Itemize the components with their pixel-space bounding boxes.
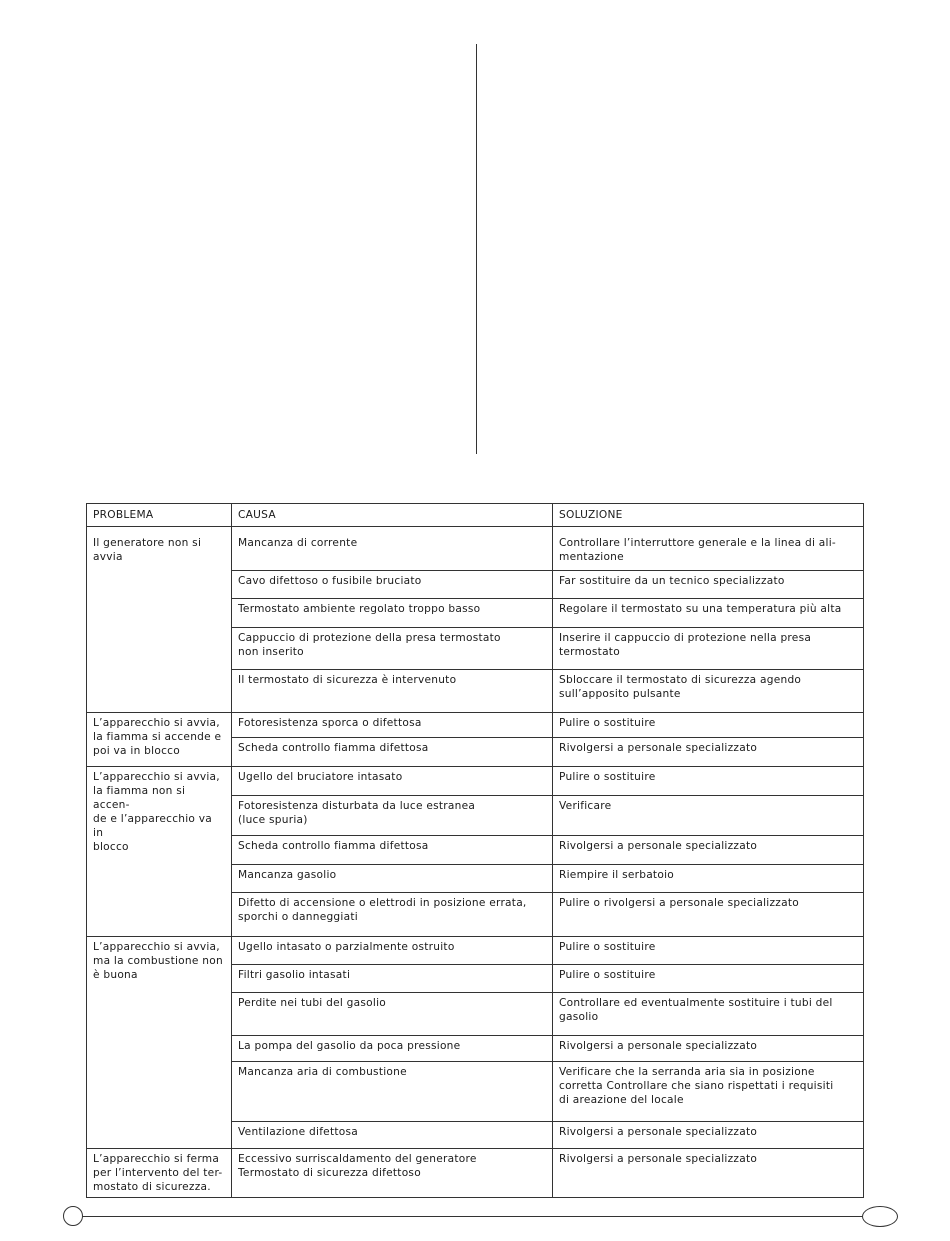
- table-row: [87, 767, 864, 796]
- cause-cell: Termostato ambiente regolato troppo basso: [232, 599, 553, 628]
- cause-cell: Perdite nei tubi del gasolio: [232, 993, 553, 1036]
- header-causa: CAUSA: [232, 504, 553, 527]
- solution-cell: Pulire o sostituire: [553, 965, 864, 993]
- footer-rule: [82, 1216, 864, 1217]
- header-problema: PROBLEMA: [87, 504, 232, 527]
- cause-cell: Mancanza di corrente: [232, 527, 553, 571]
- cause-cell: Difetto di accensione o elettrodi in posizione errata, sporchi o danneggiati: [232, 893, 553, 937]
- cause-cell: La pompa del gasolio da poca pressione: [232, 1036, 553, 1062]
- solution-cell: Rivolgersi a personale specializzato: [553, 1036, 864, 1062]
- solution-cell: Riempire il serbatoio: [553, 865, 864, 893]
- cause-cell: Ventilazione difettosa: [232, 1122, 553, 1149]
- problem-cell: L’apparecchio si avvia, la fiamma si accende e poi va in blocco: [87, 713, 232, 767]
- solution-cell: Sbloccare il termostato di sicurezza agendo sull’apposito pulsante: [553, 670, 864, 713]
- solution-cell: Rivolgersi a personale specializzato: [553, 1122, 864, 1149]
- table-row: [87, 527, 864, 571]
- cause-cell: Mancanza gasolio: [232, 865, 553, 893]
- solution-cell: Far sostituire da un tecnico specializzato: [553, 571, 864, 599]
- solution-cell: Rivolgersi a personale specializzato: [553, 836, 864, 865]
- solution-cell: Rivolgersi a personale specializzato: [553, 738, 864, 767]
- cause-cell: Fotoresistenza sporca o difettosa: [232, 713, 553, 738]
- problem-cell: Il generatore non si avvia: [87, 527, 232, 713]
- solution-cell: Pulire o sostituire: [553, 937, 864, 965]
- cause-cell: Cappuccio di protezione della presa termostato non inserito: [232, 628, 553, 670]
- table-header-row: [87, 504, 864, 527]
- cause-cell: Ugello intasato o parzialmente ostruito: [232, 937, 553, 965]
- problem-cell: L’apparecchio si avvia, la fiamma non si accen- de e l’apparecchio va in blocco: [87, 767, 232, 937]
- troubleshooting-table: [86, 503, 864, 1198]
- solution-cell: Regolare il termostato su una temperatura più alta: [553, 599, 864, 628]
- header-soluzione: SOLUZIONE: [553, 504, 864, 527]
- solution-cell: Pulire o sostituire: [553, 713, 864, 738]
- solution-cell: Pulire o rivolgersi a personale specializzato: [553, 893, 864, 937]
- cause-cell: Scheda controllo fiamma difettosa: [232, 738, 553, 767]
- cause-cell: Scheda controllo fiamma difettosa: [232, 836, 553, 865]
- solution-cell: Controllare ed eventualmente sostituire i tubi del gasolio: [553, 993, 864, 1036]
- cause-cell: Mancanza aria di combustione: [232, 1062, 553, 1122]
- solution-cell: Pulire o sostituire: [553, 767, 864, 796]
- cause-cell: Il termostato di sicurezza è intervenuto: [232, 670, 553, 713]
- footer-page-oval: [862, 1206, 898, 1227]
- table-row: [87, 1149, 864, 1198]
- cause-cell: Fotoresistenza disturbata da luce estranea (luce spuria): [232, 796, 553, 836]
- problem-cell: L’apparecchio si ferma per l’intervento del ter- mostato di sicurezza.: [87, 1149, 232, 1198]
- column-divider: [476, 44, 477, 454]
- solution-cell: Controllare l’interruttore generale e la linea di ali- mentazione: [553, 527, 864, 571]
- solution-cell: Verificare che la serranda aria sia in posizione corretta Controllare che siano rispettati i requisiti di areazione del locale: [553, 1062, 864, 1122]
- solution-cell: Rivolgersi a personale specializzato: [553, 1149, 864, 1198]
- cause-cell: Filtri gasolio intasati: [232, 965, 553, 993]
- cause-cell: Cavo difettoso o fusibile bruciato: [232, 571, 553, 599]
- cause-cell: Ugello del bruciatore intasato: [232, 767, 553, 796]
- table-row: [87, 937, 864, 965]
- table-row: [87, 713, 864, 738]
- problem-cell: L’apparecchio si avvia, ma la combustione non è buona: [87, 937, 232, 1149]
- footer-circle-left: [63, 1206, 83, 1226]
- solution-cell: Inserire il cappuccio di protezione nella presa termostato: [553, 628, 864, 670]
- cause-cell: Eccessivo surriscaldamento del generatore Termostato di sicurezza difettoso: [232, 1149, 553, 1198]
- solution-cell: Verificare: [553, 796, 864, 836]
